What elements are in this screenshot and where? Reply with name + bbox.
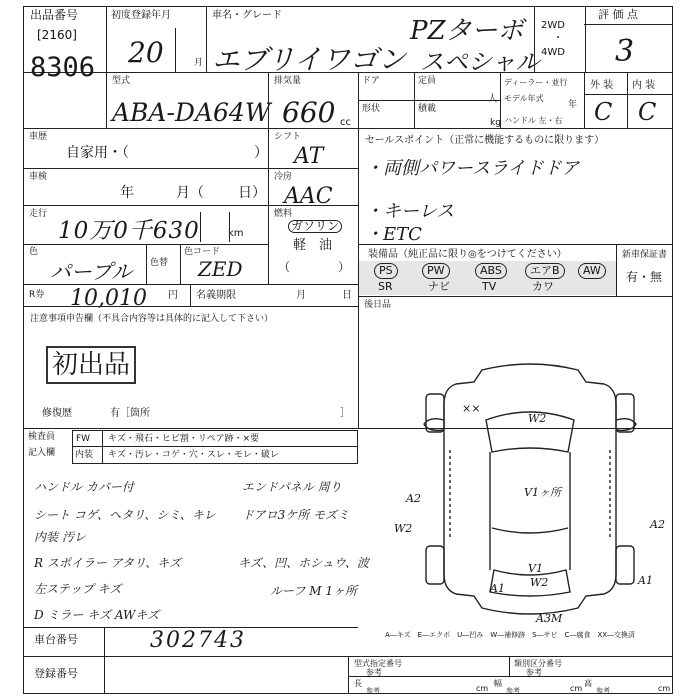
height-unit: cm xyxy=(658,684,671,693)
damage-mark: W2 xyxy=(530,576,549,589)
warranty-label: 新車保証書 xyxy=(622,250,668,260)
remark-left: 内装 汚レ xyxy=(34,530,86,544)
drive-2wd: 2WD xyxy=(541,20,565,31)
damage-mark: A2 xyxy=(650,518,665,531)
damage-mark: A3M xyxy=(536,612,563,622)
divider xyxy=(104,656,105,694)
interior-label: 内 装 xyxy=(632,80,656,91)
remark-right: ルーフ M 1ヶ所 xyxy=(270,584,357,598)
type-label: 型式 xyxy=(112,76,131,86)
chassis-number: 302743 xyxy=(150,628,246,653)
history-label: 車歴 xyxy=(29,132,48,142)
vehicle-damage-diagram xyxy=(390,360,670,622)
displacement-label: 排気量 xyxy=(274,76,302,86)
repair-label: 修復歴 xyxy=(42,408,72,419)
fw-text: キズ・飛石・ヒビ割・リペア跡・×要 xyxy=(108,434,260,444)
checker-label-2: 記入欄 xyxy=(28,448,56,458)
remark-left: R スポイラー アタリ、キズ xyxy=(34,556,181,570)
sales-point-item: ・ETC xyxy=(365,224,422,245)
year-unit: 年 xyxy=(568,100,578,110)
aircon-label: 冷房 xyxy=(274,172,293,182)
term-day: 日 xyxy=(342,290,352,301)
length-ref: 参考 xyxy=(366,687,380,695)
aircon-value: AAC xyxy=(284,184,333,209)
shift-label: シフト xyxy=(274,132,302,142)
interior-grade: C xyxy=(638,98,657,126)
width-unit: cm xyxy=(570,684,583,693)
length-unit: cm xyxy=(476,684,489,693)
interior-check-label: 内装 xyxy=(75,450,94,460)
shape-label: 形状 xyxy=(362,104,381,114)
divider xyxy=(509,656,510,676)
class-number-label: 類別区分番号 xyxy=(514,659,562,668)
type-number-label: 型式指定番号 xyxy=(354,659,402,668)
displacement-unit: cc xyxy=(340,117,351,128)
color-value: パープル xyxy=(50,260,133,284)
handle-label: ハンドル 左・右 xyxy=(504,116,563,125)
damage-mark: A2 xyxy=(406,492,421,505)
divider xyxy=(175,28,176,72)
divider xyxy=(104,628,105,656)
equipment-sr: SR xyxy=(378,280,393,293)
repair-value: 有［箇所 xyxy=(110,408,150,419)
equipment-label: 装備品（純正品に限り◎をつけてください） xyxy=(368,249,567,260)
load-label: 積載 xyxy=(418,104,437,114)
history-value: 自家用・（ xyxy=(66,145,129,161)
damage-mark: W2 xyxy=(394,522,413,535)
recycle-label: R券 xyxy=(29,290,45,300)
divider xyxy=(348,656,349,694)
color-change-label: 色替 xyxy=(150,258,169,268)
divider xyxy=(72,446,358,447)
mileage-label: 走行 xyxy=(29,209,48,219)
equipment-aw: AW xyxy=(578,263,606,279)
recycle-unit: 円 xyxy=(168,290,178,301)
mileage-value: 10万0千630 xyxy=(58,218,200,244)
model-value: ABA-DA64W xyxy=(112,98,271,127)
dealer-label: ディーラー・並行 xyxy=(504,78,568,87)
height-label: 高 xyxy=(584,679,592,688)
class-number-ref: 参考 xyxy=(526,668,542,677)
history-close: ） xyxy=(254,145,268,161)
equipment-abs: ABS xyxy=(475,263,507,279)
inspection-year: 年 xyxy=(120,185,134,201)
car-name-value: エブリイワゴン xyxy=(212,43,407,76)
sales-point-item: ・両側パワースライドドア xyxy=(365,158,580,179)
divider xyxy=(102,430,103,464)
equipment-airbag: エアB xyxy=(525,263,565,279)
capacity-unit: 人 xyxy=(488,94,498,104)
lot-sub: [2160] xyxy=(37,28,77,42)
divider xyxy=(23,205,358,206)
divider xyxy=(358,244,673,245)
sales-point-item: ・キーレス xyxy=(365,201,455,222)
mileage-digit-box xyxy=(200,212,230,242)
door-label: ドア xyxy=(362,76,380,86)
remark-right: ドアロ3ケ所 モズミ xyxy=(242,508,350,522)
lot-number: 8306 xyxy=(30,52,96,83)
width-ref: 参考 xyxy=(506,687,520,695)
damage-mark: ×× xyxy=(462,402,481,415)
grade-value: PZターボ xyxy=(410,16,524,46)
divider xyxy=(584,72,585,128)
remark-left: シート コゲ、ヘタリ、シミ、キレ xyxy=(34,508,216,522)
fuel-diesel: 軽 油 xyxy=(293,238,333,253)
type-number-ref: 参考 xyxy=(366,668,382,677)
sales-points-label: セールスポイント（正常に機能するものに限ります） xyxy=(365,135,605,146)
width-label: 幅 xyxy=(494,679,502,688)
divider xyxy=(358,100,500,101)
displacement-value: 660 xyxy=(282,96,336,129)
inspection-label: 車検 xyxy=(29,172,48,182)
grade2-value: スペシャル xyxy=(420,48,540,76)
notes-label: 注意事項申告欄（不具合内容等は具体的に記入して下さい） xyxy=(30,314,274,324)
divider xyxy=(584,24,673,25)
equipment-ps: PS xyxy=(374,263,398,279)
first-listing-stamp: 初出品 xyxy=(46,346,136,384)
model-year-label: モデル年式 xyxy=(504,94,544,103)
interior-check-text: キズ・汚レ・コゲ・穴・スレ・モレ・破レ xyxy=(108,450,279,460)
equipment-navi: ナビ xyxy=(428,280,450,293)
checker-label: 検査員 xyxy=(28,432,56,442)
reg-year-value: 20 xyxy=(128,36,164,69)
divider xyxy=(23,128,673,129)
damage-mark: A1 xyxy=(638,574,653,587)
score-value: 3 xyxy=(615,34,635,69)
recycle-value: 10,010 xyxy=(70,286,147,311)
capacity-label: 定員 xyxy=(418,76,437,86)
remark-left: ハンドル カバー付 xyxy=(34,480,134,494)
lot-label: 出品番号 xyxy=(30,8,79,22)
shift-value: AT xyxy=(294,144,324,169)
exterior-label: 外 装 xyxy=(590,80,614,91)
divider xyxy=(180,244,181,284)
divider xyxy=(584,94,673,95)
inspection-day: 日） xyxy=(238,185,266,201)
drive-dot: ・ xyxy=(553,33,563,44)
remark-left: D ミラー キズ AWキズ xyxy=(34,608,160,622)
fuel-paren: （ ） xyxy=(278,260,351,274)
fw-label: FW xyxy=(76,434,91,444)
exterior-grade: C xyxy=(594,98,613,126)
divider xyxy=(627,72,628,128)
score-label: 評 価 点 xyxy=(598,8,638,21)
remark-left: 左ステップ キズ xyxy=(34,582,122,596)
later-label: 後日品 xyxy=(364,300,392,310)
term-label: 名義期限 xyxy=(196,290,236,301)
color-label: 色 xyxy=(29,247,39,257)
car-name-label: 車名・グレード xyxy=(212,10,282,21)
equipment-tv: TV xyxy=(482,280,497,293)
fuel-gas: ガソリン xyxy=(288,220,342,233)
term-month: 月 xyxy=(296,290,306,301)
inspection-month: 月（ xyxy=(176,185,204,201)
damage-mark: V1 xyxy=(528,562,543,575)
fuel-label: 燃料 xyxy=(274,209,293,219)
color-code-label: 色コード xyxy=(184,247,221,257)
length-label: 長 xyxy=(354,679,362,688)
reg-year-label: 初度登録年月 xyxy=(111,10,171,21)
divider xyxy=(23,306,358,307)
chassis-label: 車台番号 xyxy=(34,633,78,646)
divider xyxy=(268,72,269,128)
damage-mark: W2 xyxy=(528,412,547,425)
remark-right: キズ、凹、ホシュウ、波 xyxy=(238,556,369,570)
month-unit: 月 xyxy=(194,58,204,68)
repair-close: ］ xyxy=(340,408,350,419)
registration-label: 登録番号 xyxy=(34,667,78,680)
divider xyxy=(146,244,147,284)
divider xyxy=(348,676,673,677)
divider xyxy=(616,244,617,296)
remark-right: エンドパネル 周り xyxy=(242,480,342,494)
damage-mark: A1 xyxy=(490,582,505,595)
color-code-value: ZED xyxy=(198,257,243,281)
damage-mark: V1ヶ所 xyxy=(524,486,561,499)
damage-legend: A―キズ E―エクボ U―凹み W―補修跡 S―サビ C―腐食 XX―交換済 xyxy=(385,631,636,639)
warranty-value: 有・無 xyxy=(626,270,663,284)
divider xyxy=(23,168,358,169)
load-unit: kg xyxy=(490,118,501,128)
divider xyxy=(358,296,673,297)
mileage-unit: km xyxy=(228,228,244,239)
drive-4wd: 4WD xyxy=(541,47,565,58)
divider xyxy=(190,284,191,306)
equipment-leather: カワ xyxy=(532,280,554,293)
height-ref: 参考 xyxy=(596,687,610,695)
divider xyxy=(500,72,501,128)
equipment-pw: PW xyxy=(422,263,450,279)
column-divider xyxy=(268,128,269,284)
